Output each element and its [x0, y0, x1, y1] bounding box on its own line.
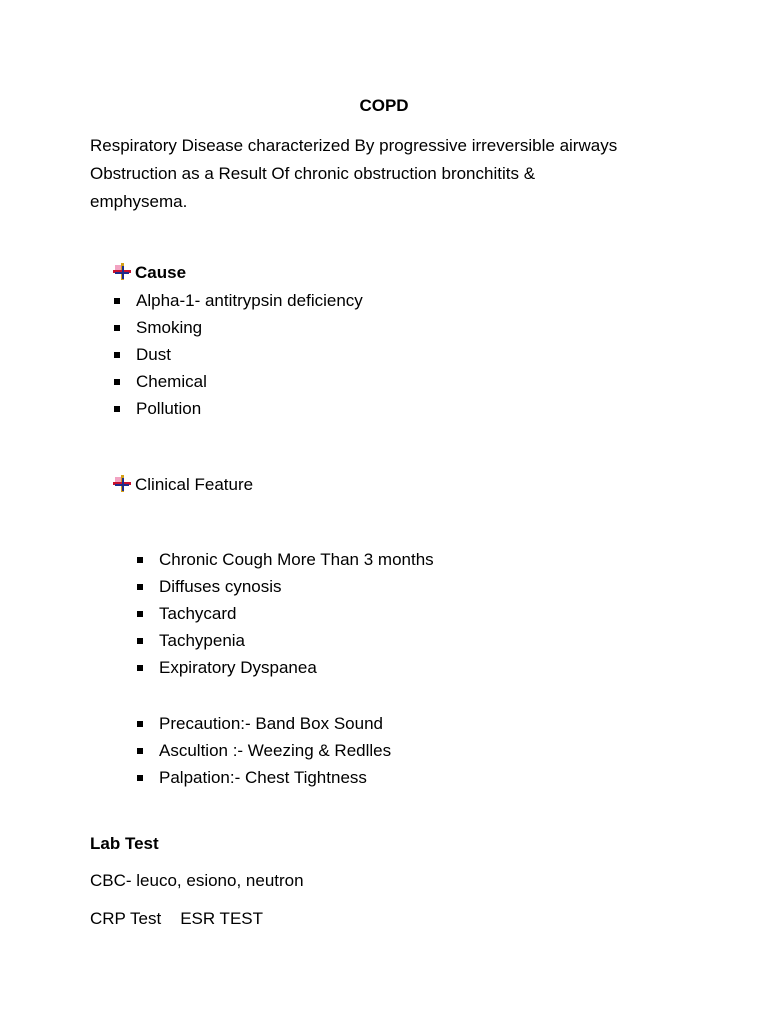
document-title: COPD: [359, 96, 409, 115]
lab-test-line: [90, 910, 263, 927]
lab-test-heading: Lab Test: [90, 834, 159, 853]
square-bullet-icon: [137, 748, 143, 754]
intro-line: Obstruction as a Result Of chronic obstruction bronchitits &: [90, 164, 536, 183]
list-item: Ascultion :- Weezing & Redlles: [137, 737, 391, 764]
list-item: Pollution: [114, 396, 363, 423]
square-bullet-icon: [137, 721, 143, 727]
square-bullet-icon: [114, 325, 120, 331]
clinical-heading-label: Clinical Feature: [135, 474, 254, 494]
intro-line: Respiratory Disease characterized By progressive irreversible airways: [90, 136, 618, 155]
square-bullet-icon: [137, 775, 143, 781]
cause-list: [114, 287, 363, 423]
square-bullet-icon: [137, 665, 143, 671]
square-bullet-icon: [137, 638, 143, 644]
list-item: Diffuses cynosis: [137, 573, 434, 600]
clinical-list: [137, 546, 434, 682]
fancy-bullet-icon: [112, 262, 132, 282]
cause-heading: [112, 262, 186, 282]
list-item: Smoking: [114, 314, 363, 341]
square-bullet-icon: [137, 557, 143, 563]
list-item: Chemical: [114, 369, 363, 396]
list-item: Chronic Cough More Than 3 months: [137, 546, 434, 573]
square-bullet-icon: [137, 584, 143, 590]
crp-test: CRP Test: [90, 909, 162, 928]
list-item: Alpha-1- antitrypsin deficiency: [114, 287, 363, 314]
square-bullet-icon: [114, 352, 120, 358]
list-item: Tachycard: [137, 600, 434, 627]
list-item: Tachypenia: [137, 628, 434, 655]
exam-list: [137, 710, 391, 792]
list-item: Dust: [114, 341, 363, 368]
square-bullet-icon: [137, 611, 143, 617]
lab-test-line: CBC- leuco, esiono, neutron: [90, 871, 304, 890]
clinical-heading: [112, 474, 253, 494]
intro-line: emphysema.: [90, 192, 188, 211]
square-bullet-icon: [114, 406, 120, 412]
list-item: Expiratory Dyspanea: [137, 655, 434, 682]
list-item: Precaution:- Band Box Sound: [137, 710, 391, 737]
square-bullet-icon: [114, 379, 120, 385]
esr-test: ESR TEST: [180, 909, 264, 928]
intro-paragraph: [90, 132, 680, 216]
square-bullet-icon: [114, 298, 120, 304]
cause-heading-label: Cause: [135, 262, 187, 282]
list-item: Palpation:- Chest Tightness: [137, 764, 391, 791]
fancy-bullet-icon: [112, 474, 132, 494]
